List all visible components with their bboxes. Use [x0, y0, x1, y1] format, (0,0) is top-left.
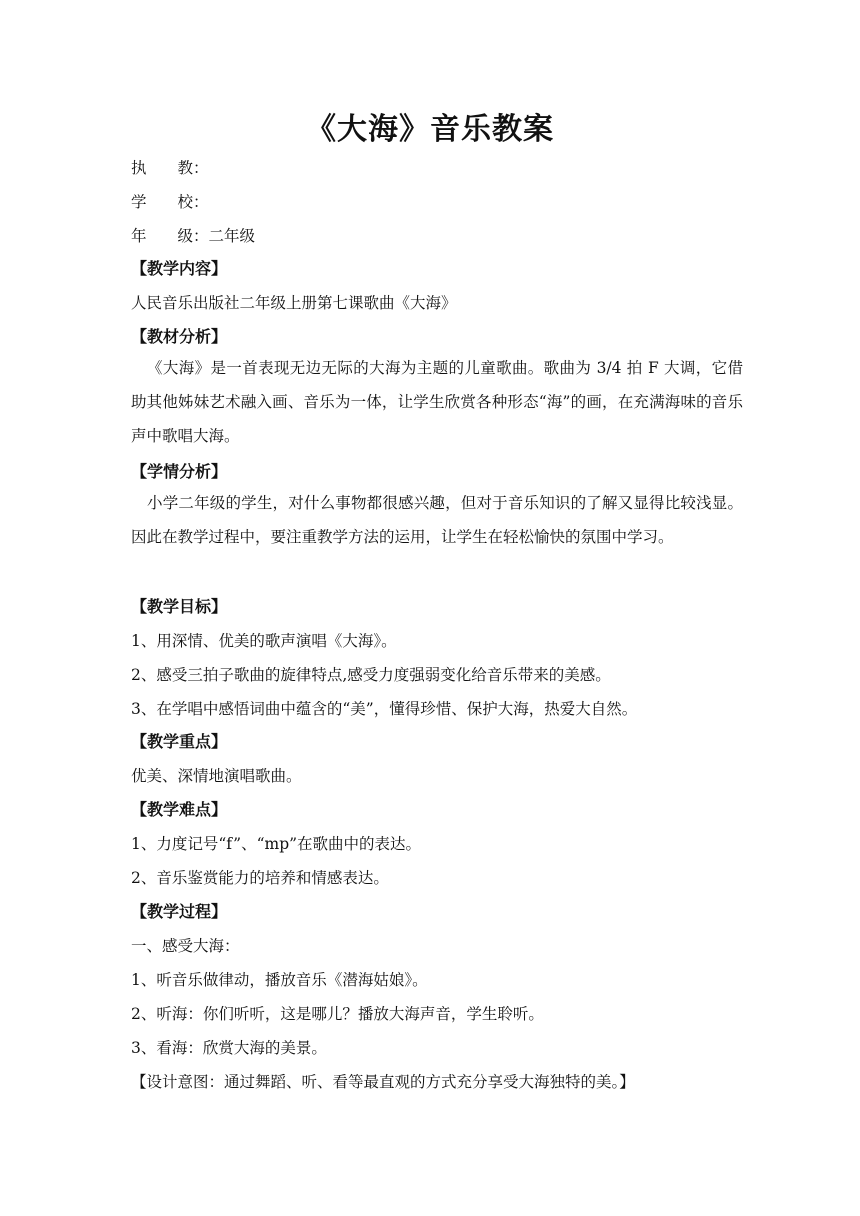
process-item: 2、听海：你们听听，这是哪儿？播放大海声音，学生聆听。	[131, 1005, 544, 1023]
design-note: 【设计意图：通过舞蹈、听、看等最直观的方式充分享受大海独特的美。】	[131, 1073, 635, 1091]
key-points-heading: 【教学重点】	[131, 732, 228, 751]
goal-item: 2、感受三拍子歌曲的旋律特点,感受力度强弱变化给音乐带来的美感。	[131, 666, 611, 684]
content-heading: 【教学内容】	[131, 259, 228, 278]
students-text: 小学二年级的学生，对什么事物都很感兴趣，但对于音乐知识的了解又显得比较浅显。因此在教学过程中，要注重教学方法的运用，让学生在轻松愉快的氛围中学习。	[131, 494, 743, 546]
process-item: 3、看海：欣赏大海的美景。	[131, 1039, 327, 1057]
process-item: 1、听音乐做律动，播放音乐《潜海姑娘》。	[131, 971, 428, 989]
material-text: 《大海》是一首表现无边无际的大海为主题的儿童歌曲。歌曲为 3/4 拍 F 大调，它借助其他姊妹艺术融入画、音乐为一体，让学生欣赏各种形态“海”的画，在充满海味的音乐声中歌唱大海。	[131, 359, 743, 445]
page-title: 《大海》音乐教案	[306, 112, 554, 147]
teacher-label: 执 教：	[131, 159, 209, 177]
school-field	[131, 192, 741, 212]
students-heading: 【学情分析】	[131, 462, 228, 481]
process-heading: 【教学过程】	[131, 902, 228, 921]
grade-value: 二年级	[208, 227, 256, 245]
teacher-field	[131, 158, 741, 178]
content-text: 人民音乐出版社二年级上册第七课歌曲《大海》	[131, 294, 457, 312]
goals-heading: 【教学目标】	[131, 597, 228, 616]
key-points-text: 优美、深情地演唱歌曲。	[131, 767, 302, 785]
process-subheading: 一、感受大海：	[131, 937, 240, 955]
goal-item: 3、在学唱中感悟词曲中蕴含的“美”，懂得珍惜、保护大海，热爱大自然。	[131, 700, 638, 718]
school-label: 学 校：	[131, 193, 209, 211]
difficulty-item: 2、音乐鉴赏能力的培养和情感表达。	[131, 869, 389, 887]
grade-field	[131, 226, 741, 246]
material-heading: 【教材分析】	[131, 327, 228, 346]
difficulties-heading: 【教学难点】	[131, 800, 228, 819]
grade-label: 年 级：	[131, 227, 209, 245]
difficulty-item: 1、力度记号“f”、“mp”在歌曲中的表达。	[131, 835, 422, 853]
goal-item: 1、用深情、优美的歌声演唱《大海》。	[131, 632, 397, 650]
